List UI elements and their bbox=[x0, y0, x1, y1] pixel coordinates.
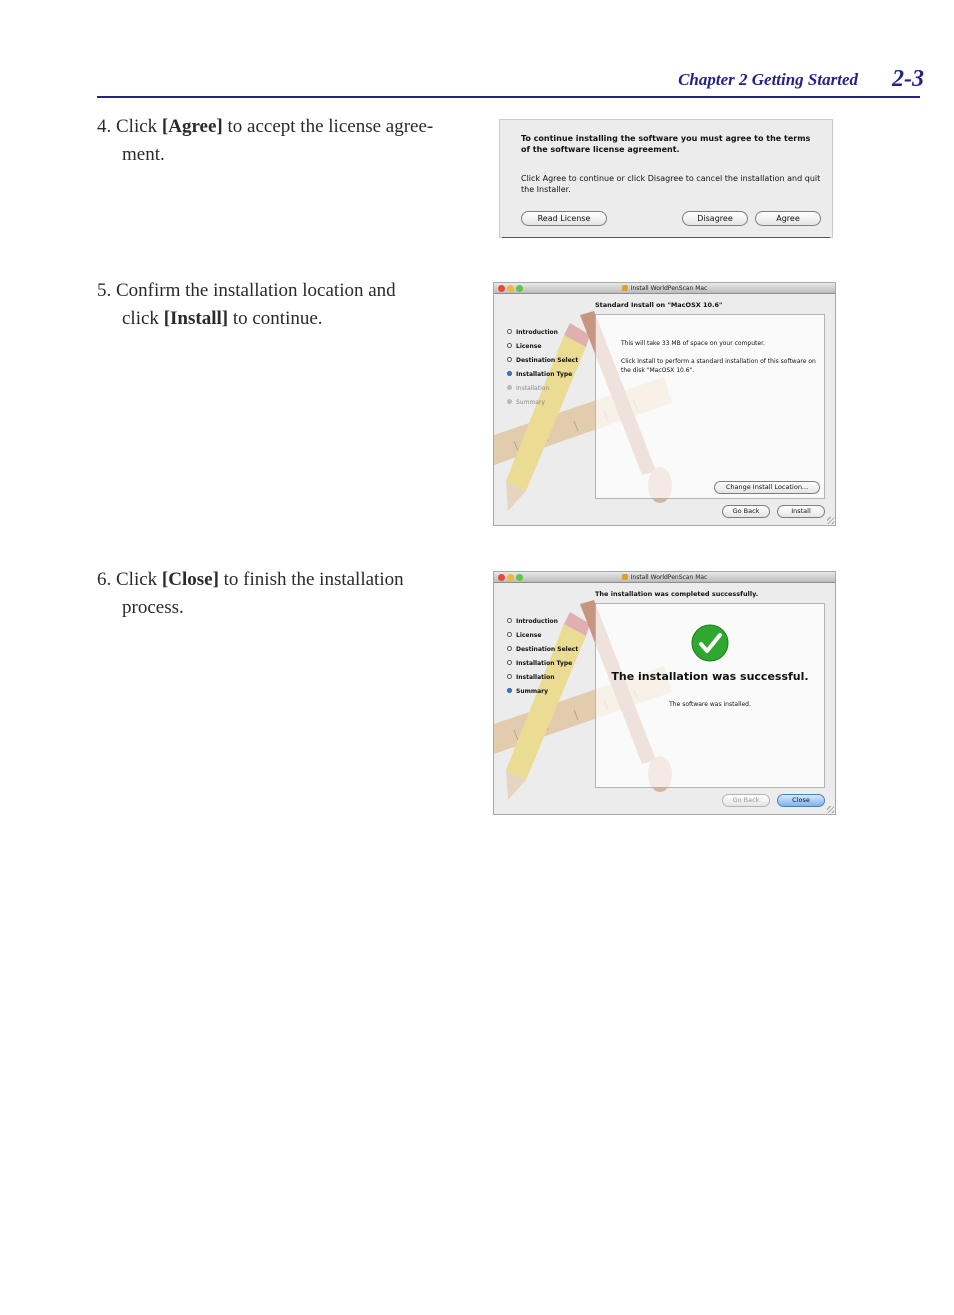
installer-window-type bbox=[493, 282, 836, 526]
step-6-close-label: [Close] bbox=[161, 569, 219, 590]
title-bar[interactable] bbox=[494, 283, 835, 294]
nav-item-license: License bbox=[507, 629, 603, 643]
install-button[interactable]: Install bbox=[777, 505, 825, 518]
go-back-button[interactable]: Go Back bbox=[722, 794, 770, 807]
success-title: The installation was successful. bbox=[611, 670, 809, 683]
package-icon bbox=[622, 285, 628, 291]
license-info: Click Agree to continue or click Disagree to cancel the installation and quit the Installer. bbox=[521, 174, 821, 194]
install-description-text: Click Install to perform a standard installation of this software on the disk "MacOSX 10.6". bbox=[621, 358, 816, 374]
license-message: To continue installing the software you must agree to the terms of the software license agreement. bbox=[521, 134, 811, 154]
resize-grip-icon[interactable] bbox=[827, 517, 834, 524]
step-4-text bbox=[97, 113, 467, 169]
disagree-button[interactable]: Disagree bbox=[682, 211, 748, 226]
step-6-text bbox=[97, 566, 467, 622]
step-5-pre: click bbox=[122, 308, 164, 329]
change-install-location-button[interactable]: Change Install Location... bbox=[714, 481, 820, 494]
nav-item-destination-select: Destination Select bbox=[507, 354, 603, 368]
installer-steps-nav bbox=[507, 615, 603, 699]
nav-item-introduction: Introduction bbox=[507, 615, 603, 629]
step-6-rest: to finish the installation bbox=[218, 569, 404, 590]
installer-window-done bbox=[493, 571, 836, 815]
read-license-button[interactable]: Read License bbox=[521, 211, 607, 226]
nav-item-installation-type: Installation Type bbox=[507, 368, 603, 382]
step-6-line2: process. bbox=[122, 597, 184, 618]
step-4-rest: to accept the license agree- bbox=[222, 116, 434, 137]
agree-button[interactable]: Agree bbox=[755, 211, 821, 226]
license-agreement-sheet bbox=[499, 119, 833, 238]
step-4-line2: ment. bbox=[122, 144, 165, 165]
step-5-line1: 5. Confirm the installation location and bbox=[97, 280, 396, 301]
close-button[interactable]: Close bbox=[777, 794, 825, 807]
installed-text: The software was installed. bbox=[669, 701, 751, 708]
package-icon bbox=[622, 574, 628, 580]
installer-heading: The installation was completed successfully. bbox=[595, 590, 759, 598]
nav-item-summary: Summary bbox=[507, 685, 603, 699]
nav-item-installation: Installation bbox=[507, 382, 603, 396]
title-bar[interactable] bbox=[494, 572, 835, 583]
sheet-divider bbox=[502, 237, 830, 238]
chapter-header: Chapter 2 Getting Started bbox=[678, 70, 858, 89]
nav-item-installation-type: Installation Type bbox=[507, 657, 603, 671]
success-checkmark-icon bbox=[691, 624, 729, 662]
nav-item-license: License bbox=[507, 340, 603, 354]
step-5-rest: to continue. bbox=[228, 308, 323, 329]
installer-content-pane bbox=[595, 603, 825, 788]
nav-item-destination-select: Destination Select bbox=[507, 643, 603, 657]
nav-item-installation: Installation bbox=[507, 671, 603, 685]
page-number: 2-3 bbox=[892, 66, 924, 92]
step-5-text bbox=[97, 277, 467, 333]
nav-item-summary: Summary bbox=[507, 396, 603, 410]
installer-steps-nav bbox=[507, 326, 603, 410]
space-required-text: This will take 33 MB of space on your computer. bbox=[621, 340, 765, 347]
step-4-lead: 4. Click bbox=[97, 116, 162, 137]
nav-item-introduction: Introduction bbox=[507, 326, 603, 340]
step-4-agree-label: [Agree] bbox=[161, 116, 223, 137]
installer-heading: Standard Install on "MacOSX 10.6" bbox=[595, 301, 723, 309]
installer-content-pane bbox=[595, 314, 825, 499]
resize-grip-icon[interactable] bbox=[827, 806, 834, 813]
step-6-lead: 6. Click bbox=[97, 569, 162, 590]
header-divider bbox=[97, 96, 920, 98]
window-title: Install WorldPenScan Mac bbox=[630, 285, 708, 292]
window-title: Install WorldPenScan Mac bbox=[630, 574, 708, 581]
step-5-install-label: [Install] bbox=[163, 308, 229, 329]
go-back-button[interactable]: Go Back bbox=[722, 505, 770, 518]
